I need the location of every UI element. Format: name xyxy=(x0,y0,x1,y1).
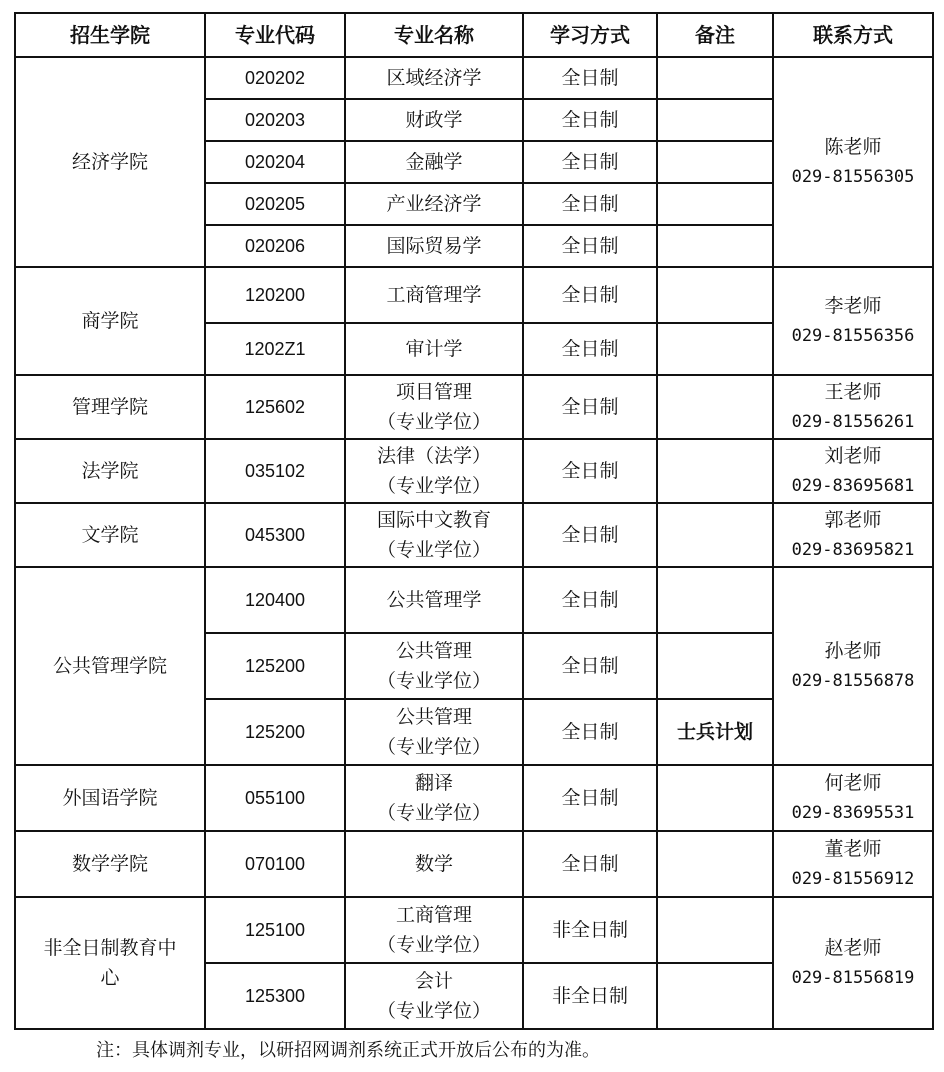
contact-cell xyxy=(773,897,933,1029)
major-code: 125200 xyxy=(205,699,345,765)
contact-name: 何老师 xyxy=(824,772,882,794)
note-cell xyxy=(657,831,773,897)
header-code: 专业代码 xyxy=(205,13,345,57)
table-row xyxy=(15,57,933,99)
major-degree-type: （专业学位） xyxy=(376,475,491,497)
header-note: 备注 xyxy=(657,13,773,57)
major-code: 020202 xyxy=(205,57,345,99)
contact-cell xyxy=(773,375,933,439)
contact-name: 刘老师 xyxy=(824,445,882,467)
note-cell xyxy=(657,439,773,503)
major-name: 产业经济学 xyxy=(345,183,523,225)
study-mode: 全日制 xyxy=(523,57,657,99)
note-cell xyxy=(657,897,773,963)
contact-cell xyxy=(773,567,933,765)
study-mode: 全日制 xyxy=(523,99,657,141)
study-mode: 全日制 xyxy=(523,439,657,503)
college-name: 外国语学院 xyxy=(15,765,205,831)
contact-phone: 029-81556878 xyxy=(791,671,915,691)
major-code: 020203 xyxy=(205,99,345,141)
note-cell xyxy=(657,183,773,225)
note-cell xyxy=(657,503,773,567)
major-code: 045300 xyxy=(205,503,345,567)
major-name: 区域经济学 xyxy=(345,57,523,99)
major-name-line: 会计 xyxy=(414,970,453,992)
header-row xyxy=(15,13,933,57)
major-name-line: 工商管理 xyxy=(395,904,472,926)
note-cell xyxy=(657,765,773,831)
major-code: 055100 xyxy=(205,765,345,831)
contact-phone: 029-83695531 xyxy=(791,803,915,823)
major-name-line: 国际中文教育 xyxy=(376,509,491,531)
contact-cell xyxy=(773,439,933,503)
college-name: 数学学院 xyxy=(15,831,205,897)
contact-cell xyxy=(773,831,933,897)
note-cell xyxy=(657,633,773,699)
major-name xyxy=(345,897,523,963)
major-code: 125200 xyxy=(205,633,345,699)
table-row xyxy=(15,267,933,323)
major-code: 125300 xyxy=(205,963,345,1029)
table-row xyxy=(15,503,933,567)
header-major: 专业名称 xyxy=(345,13,523,57)
contact-phone: 029-81556261 xyxy=(791,412,915,432)
major-name xyxy=(345,633,523,699)
header-college: 招生学院 xyxy=(15,13,205,57)
major-degree-type: （专业学位） xyxy=(376,736,491,758)
major-degree-type: （专业学位） xyxy=(376,934,491,956)
table-row xyxy=(15,567,933,633)
study-mode: 全日制 xyxy=(523,831,657,897)
major-name xyxy=(345,765,523,831)
note-cell xyxy=(657,99,773,141)
study-mode: 全日制 xyxy=(523,633,657,699)
major-code: 125100 xyxy=(205,897,345,963)
major-name-line: 法律（法学） xyxy=(376,445,491,467)
major-degree-type: （专业学位） xyxy=(376,411,491,433)
header-contact: 联系方式 xyxy=(773,13,933,57)
major-degree-type: （专业学位） xyxy=(376,539,491,561)
major-code: 035102 xyxy=(205,439,345,503)
contact-phone: 029-81556305 xyxy=(791,167,915,187)
college-name: 文学院 xyxy=(15,503,205,567)
contact-name: 李老师 xyxy=(824,295,882,317)
contact-phone: 029-83695821 xyxy=(791,540,915,560)
contact-cell xyxy=(773,57,933,267)
table-row xyxy=(15,375,933,439)
note-cell xyxy=(657,963,773,1029)
table-row xyxy=(15,765,933,831)
major-code: 120200 xyxy=(205,267,345,323)
major-code: 020204 xyxy=(205,141,345,183)
study-mode: 全日制 xyxy=(523,141,657,183)
study-mode: 全日制 xyxy=(523,567,657,633)
major-degree-type: （专业学位） xyxy=(376,1000,491,1022)
study-mode: 非全日制 xyxy=(523,897,657,963)
major-name: 金融学 xyxy=(345,141,523,183)
contact-name: 王老师 xyxy=(824,381,882,403)
college-name: 商学院 xyxy=(15,267,205,375)
major-name-line: 翻译 xyxy=(414,772,453,794)
major-name-line: 公共管理 xyxy=(395,640,472,662)
study-mode: 全日制 xyxy=(523,323,657,375)
contact-phone: 029-81556356 xyxy=(791,326,915,346)
major-name: 国际贸易学 xyxy=(345,225,523,267)
major-name xyxy=(345,699,523,765)
major-name: 公共管理学 xyxy=(345,567,523,633)
major-name: 审计学 xyxy=(345,323,523,375)
study-mode: 全日制 xyxy=(523,375,657,439)
major-name: 财政学 xyxy=(345,99,523,141)
college-name xyxy=(15,897,205,1029)
college-name: 公共管理学院 xyxy=(15,567,205,765)
major-name xyxy=(345,375,523,439)
study-mode: 非全日制 xyxy=(523,963,657,1029)
college-name: 经济学院 xyxy=(15,57,205,267)
note-cell xyxy=(657,141,773,183)
note-cell xyxy=(657,567,773,633)
major-name xyxy=(345,963,523,1029)
major-degree-type: （专业学位） xyxy=(376,670,491,692)
table-row xyxy=(15,831,933,897)
major-code: 125602 xyxy=(205,375,345,439)
header-mode: 学习方式 xyxy=(523,13,657,57)
table-row xyxy=(15,897,933,963)
contact-phone: 029-81556819 xyxy=(791,968,915,988)
table-row xyxy=(15,439,933,503)
contact-phone: 029-83695681 xyxy=(791,476,915,496)
study-mode: 全日制 xyxy=(523,267,657,323)
contact-name: 孙老师 xyxy=(824,640,882,662)
study-mode: 全日制 xyxy=(523,183,657,225)
major-name-line: 公共管理 xyxy=(395,706,472,728)
contact-name: 董老师 xyxy=(824,838,882,860)
study-mode: 全日制 xyxy=(523,503,657,567)
major-code: 1202Z1 xyxy=(205,323,345,375)
note-cell xyxy=(657,323,773,375)
study-mode: 全日制 xyxy=(523,699,657,765)
major-name: 数学 xyxy=(345,831,523,897)
major-code: 070100 xyxy=(205,831,345,897)
college-name: 法学院 xyxy=(15,439,205,503)
major-code: 020206 xyxy=(205,225,345,267)
major-code: 020205 xyxy=(205,183,345,225)
major-degree-type: （专业学位） xyxy=(376,802,491,824)
contact-name: 赵老师 xyxy=(824,937,882,959)
study-mode: 全日制 xyxy=(523,765,657,831)
contact-name: 郭老师 xyxy=(824,509,882,531)
major-name: 工商管理学 xyxy=(345,267,523,323)
contact-phone: 029-81556912 xyxy=(791,869,915,889)
major-name xyxy=(345,503,523,567)
note-cell xyxy=(657,225,773,267)
contact-name: 陈老师 xyxy=(824,136,882,158)
college-name: 管理学院 xyxy=(15,375,205,439)
note-cell xyxy=(657,57,773,99)
major-name-line: 项目管理 xyxy=(395,381,472,403)
contact-cell xyxy=(773,267,933,375)
major-code: 120400 xyxy=(205,567,345,633)
major-name xyxy=(345,439,523,503)
note-cell xyxy=(657,267,773,323)
contact-cell xyxy=(773,503,933,567)
study-mode: 全日制 xyxy=(523,225,657,267)
college-name-line: 心 xyxy=(100,967,120,989)
footnote: 注：具体调剂专业，以研招网调剂系统正式开放后公布的为准。 xyxy=(96,1040,600,1061)
note-cell xyxy=(657,375,773,439)
admissions-table xyxy=(14,12,934,1030)
contact-cell xyxy=(773,765,933,831)
note-cell: 士兵计划 xyxy=(657,699,773,765)
college-name-line: 非全日制教育中 xyxy=(43,937,177,959)
